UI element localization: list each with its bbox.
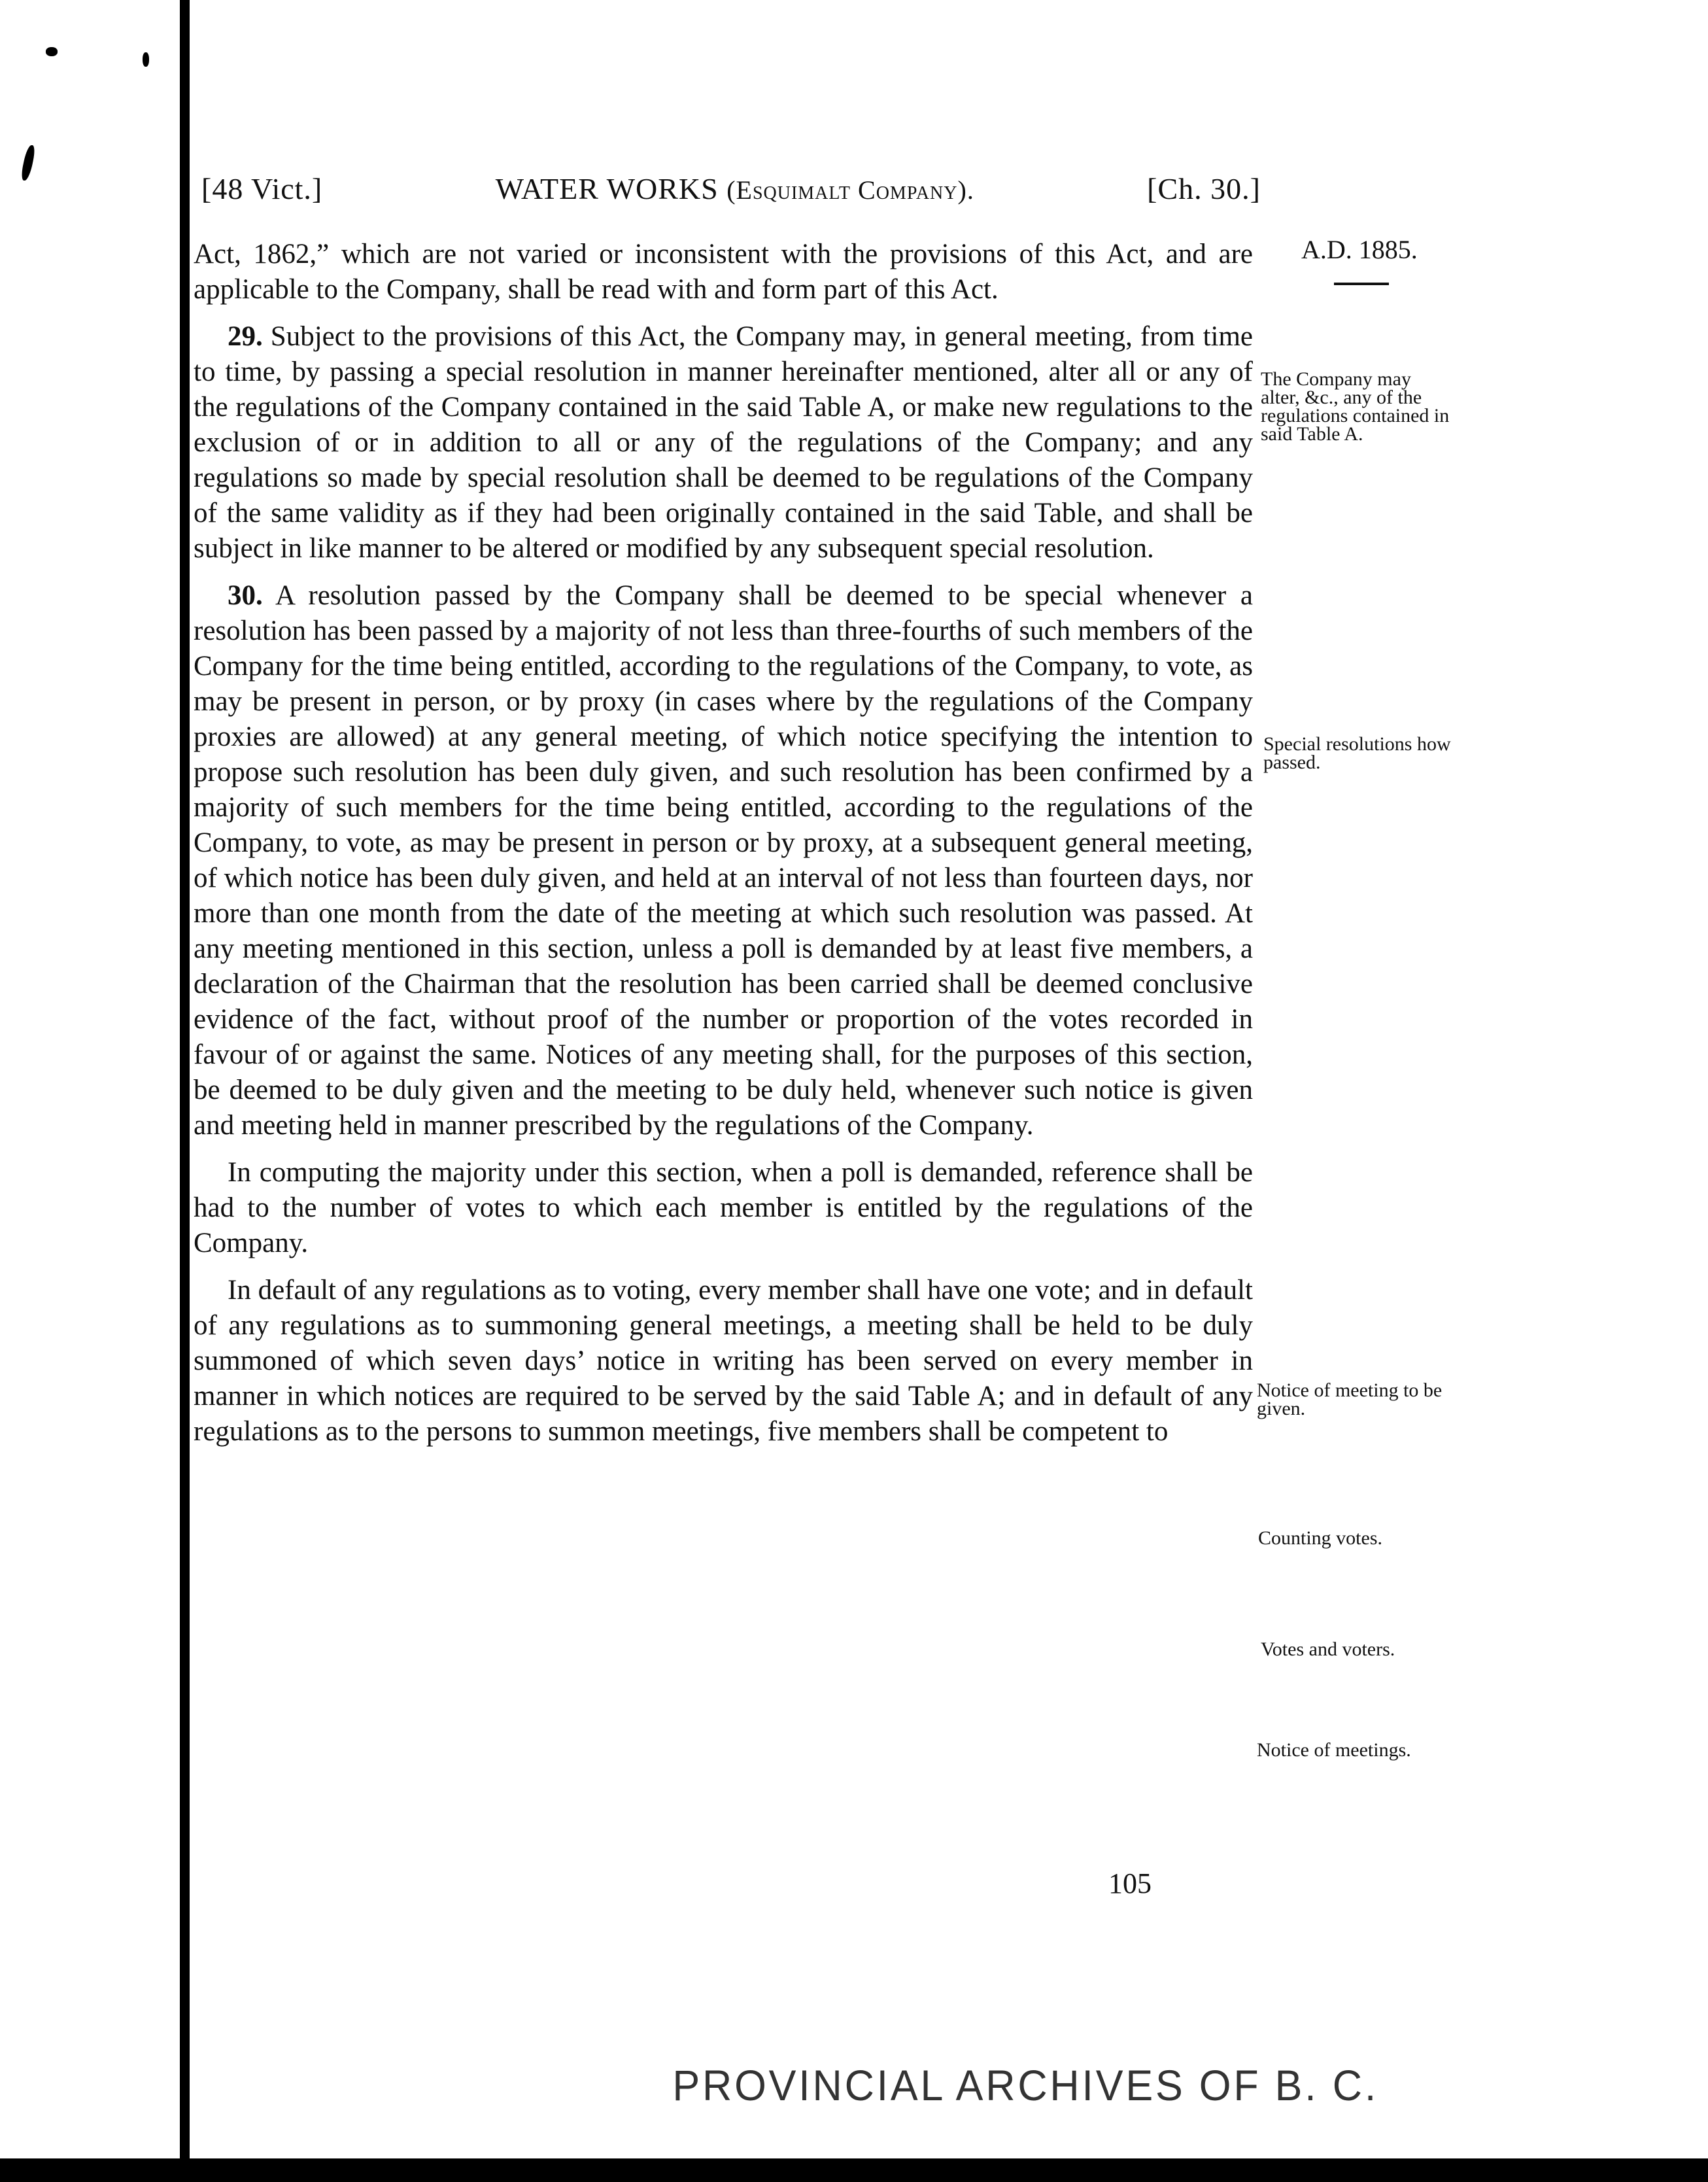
side-note-year: A.D. 1885. bbox=[1301, 235, 1418, 264]
section-number: 29. bbox=[228, 321, 263, 352]
section-number: 30. bbox=[228, 580, 263, 611]
header-title-sub: (Esquimalt Company). bbox=[726, 175, 974, 205]
year-rule bbox=[1334, 283, 1389, 285]
binding-mark bbox=[46, 47, 58, 56]
facing-page-edge bbox=[0, 0, 180, 2182]
section-29 bbox=[194, 319, 1253, 566]
archive-stamp: PROVINCIAL ARCHIVES OF B. C. bbox=[672, 2061, 1379, 2109]
paragraph-counting: In computing the majority under this section, when a poll is demanded, reference shall be had to the number of votes to which each member is entitled by the regulations of the Company. bbox=[194, 1157, 1253, 1258]
side-note-alter: The Company may alter, &c., any of the regulations contained in said Table A. bbox=[1261, 368, 1450, 445]
side-note-counting: Counting votes. bbox=[1258, 1527, 1383, 1549]
side-note-votes: Votes and voters. bbox=[1261, 1638, 1395, 1660]
header-title bbox=[496, 171, 974, 206]
binding-mark bbox=[143, 52, 149, 67]
side-note-special-resolutions: Special resolutions how passed. bbox=[1263, 733, 1451, 773]
side-note-notice-meetings: Notice of meetings. bbox=[1257, 1739, 1411, 1761]
body-text bbox=[194, 237, 1253, 1461]
page-number: 105 bbox=[1108, 1867, 1152, 1899]
header-chapter: [Ch. 30.] bbox=[1147, 172, 1261, 205]
side-note-notice-meeting: Notice of meeting to be given. bbox=[1257, 1379, 1443, 1419]
section-text: A resolution passed by the Company shall be deemed to be special whenever a resolution has been passed by a majority of not less than three-fourths of such members of the Company for the time being entitled, according to the regulations of the Company, to vote, as may be present in person, or by proxy (in cases where by the regulations of the Company proxies are allowed) at any general meeting, of which notice specifying the intention to propose such resolution has been duly given, and such resolution has been confirmed by a majority of such members for the time being entitled, according to the regulations of the Company, to vote, as may be present in person or by proxy, at a subsequent general meeting, of which notice has been duly given, and held at an interval of not less than fourteen days, nor more than one month from the date of the meeting at which such resolution was passed. At any meeting mentioned in this section, unless a poll is demanded by at least five members, a declaration of the Chairman that the resolution has been carried shall be deemed conclusive evidence of the fact, without proof of the number or proportion of the votes recorded in favour of or against the same. Notices of any meeting shall, for the purposes of this section, be deemed to be duly given and the meeting to be duly held, whenever such notice is given and meeting held in manner prescribed by the regulations of the Company. bbox=[194, 580, 1253, 1141]
header-title-main: WATER WORKS bbox=[495, 172, 719, 205]
paragraph-default: In default of any regulations as to voting, every member shall have one vote; and in default of any regulations as to summoning general meetings, a meeting shall be held to be duly summoned of which seven days’ notice in writing has been served on every member in manner in which notices are required to be served by the said Table A; and in default of any regulations as to the persons to summon meetings, five members shall be competent to bbox=[194, 1275, 1253, 1447]
header-regnal-year: [48 Vict.] bbox=[201, 172, 323, 205]
scan-border bbox=[0, 2158, 1708, 2182]
section-30 bbox=[194, 578, 1253, 1143]
paragraph-continuation: Act, 1862,” which are not varied or inconsistent with the provisions of this Act, and are applicable to the Company, shall be read with and form part of this Act. bbox=[194, 239, 1253, 305]
running-header bbox=[201, 171, 1261, 206]
section-text: Subject to the provisions of this Act, the Company may, in general meeting, from time to time, by passing a special resolution in manner hereinafter mentioned, alter all or any of the regulations of the Company contained in the said Table A, or make new regulations to the exclusion of or in addition to all or any of the regulations of the Company; and any regulations so made by special resolution shall be deemed to be regulations of the Company of the same validity as if they had been originally contained in the said Table, and shall be subject in like manner to be altered or modified by any subsequent special resolution. bbox=[194, 321, 1253, 564]
